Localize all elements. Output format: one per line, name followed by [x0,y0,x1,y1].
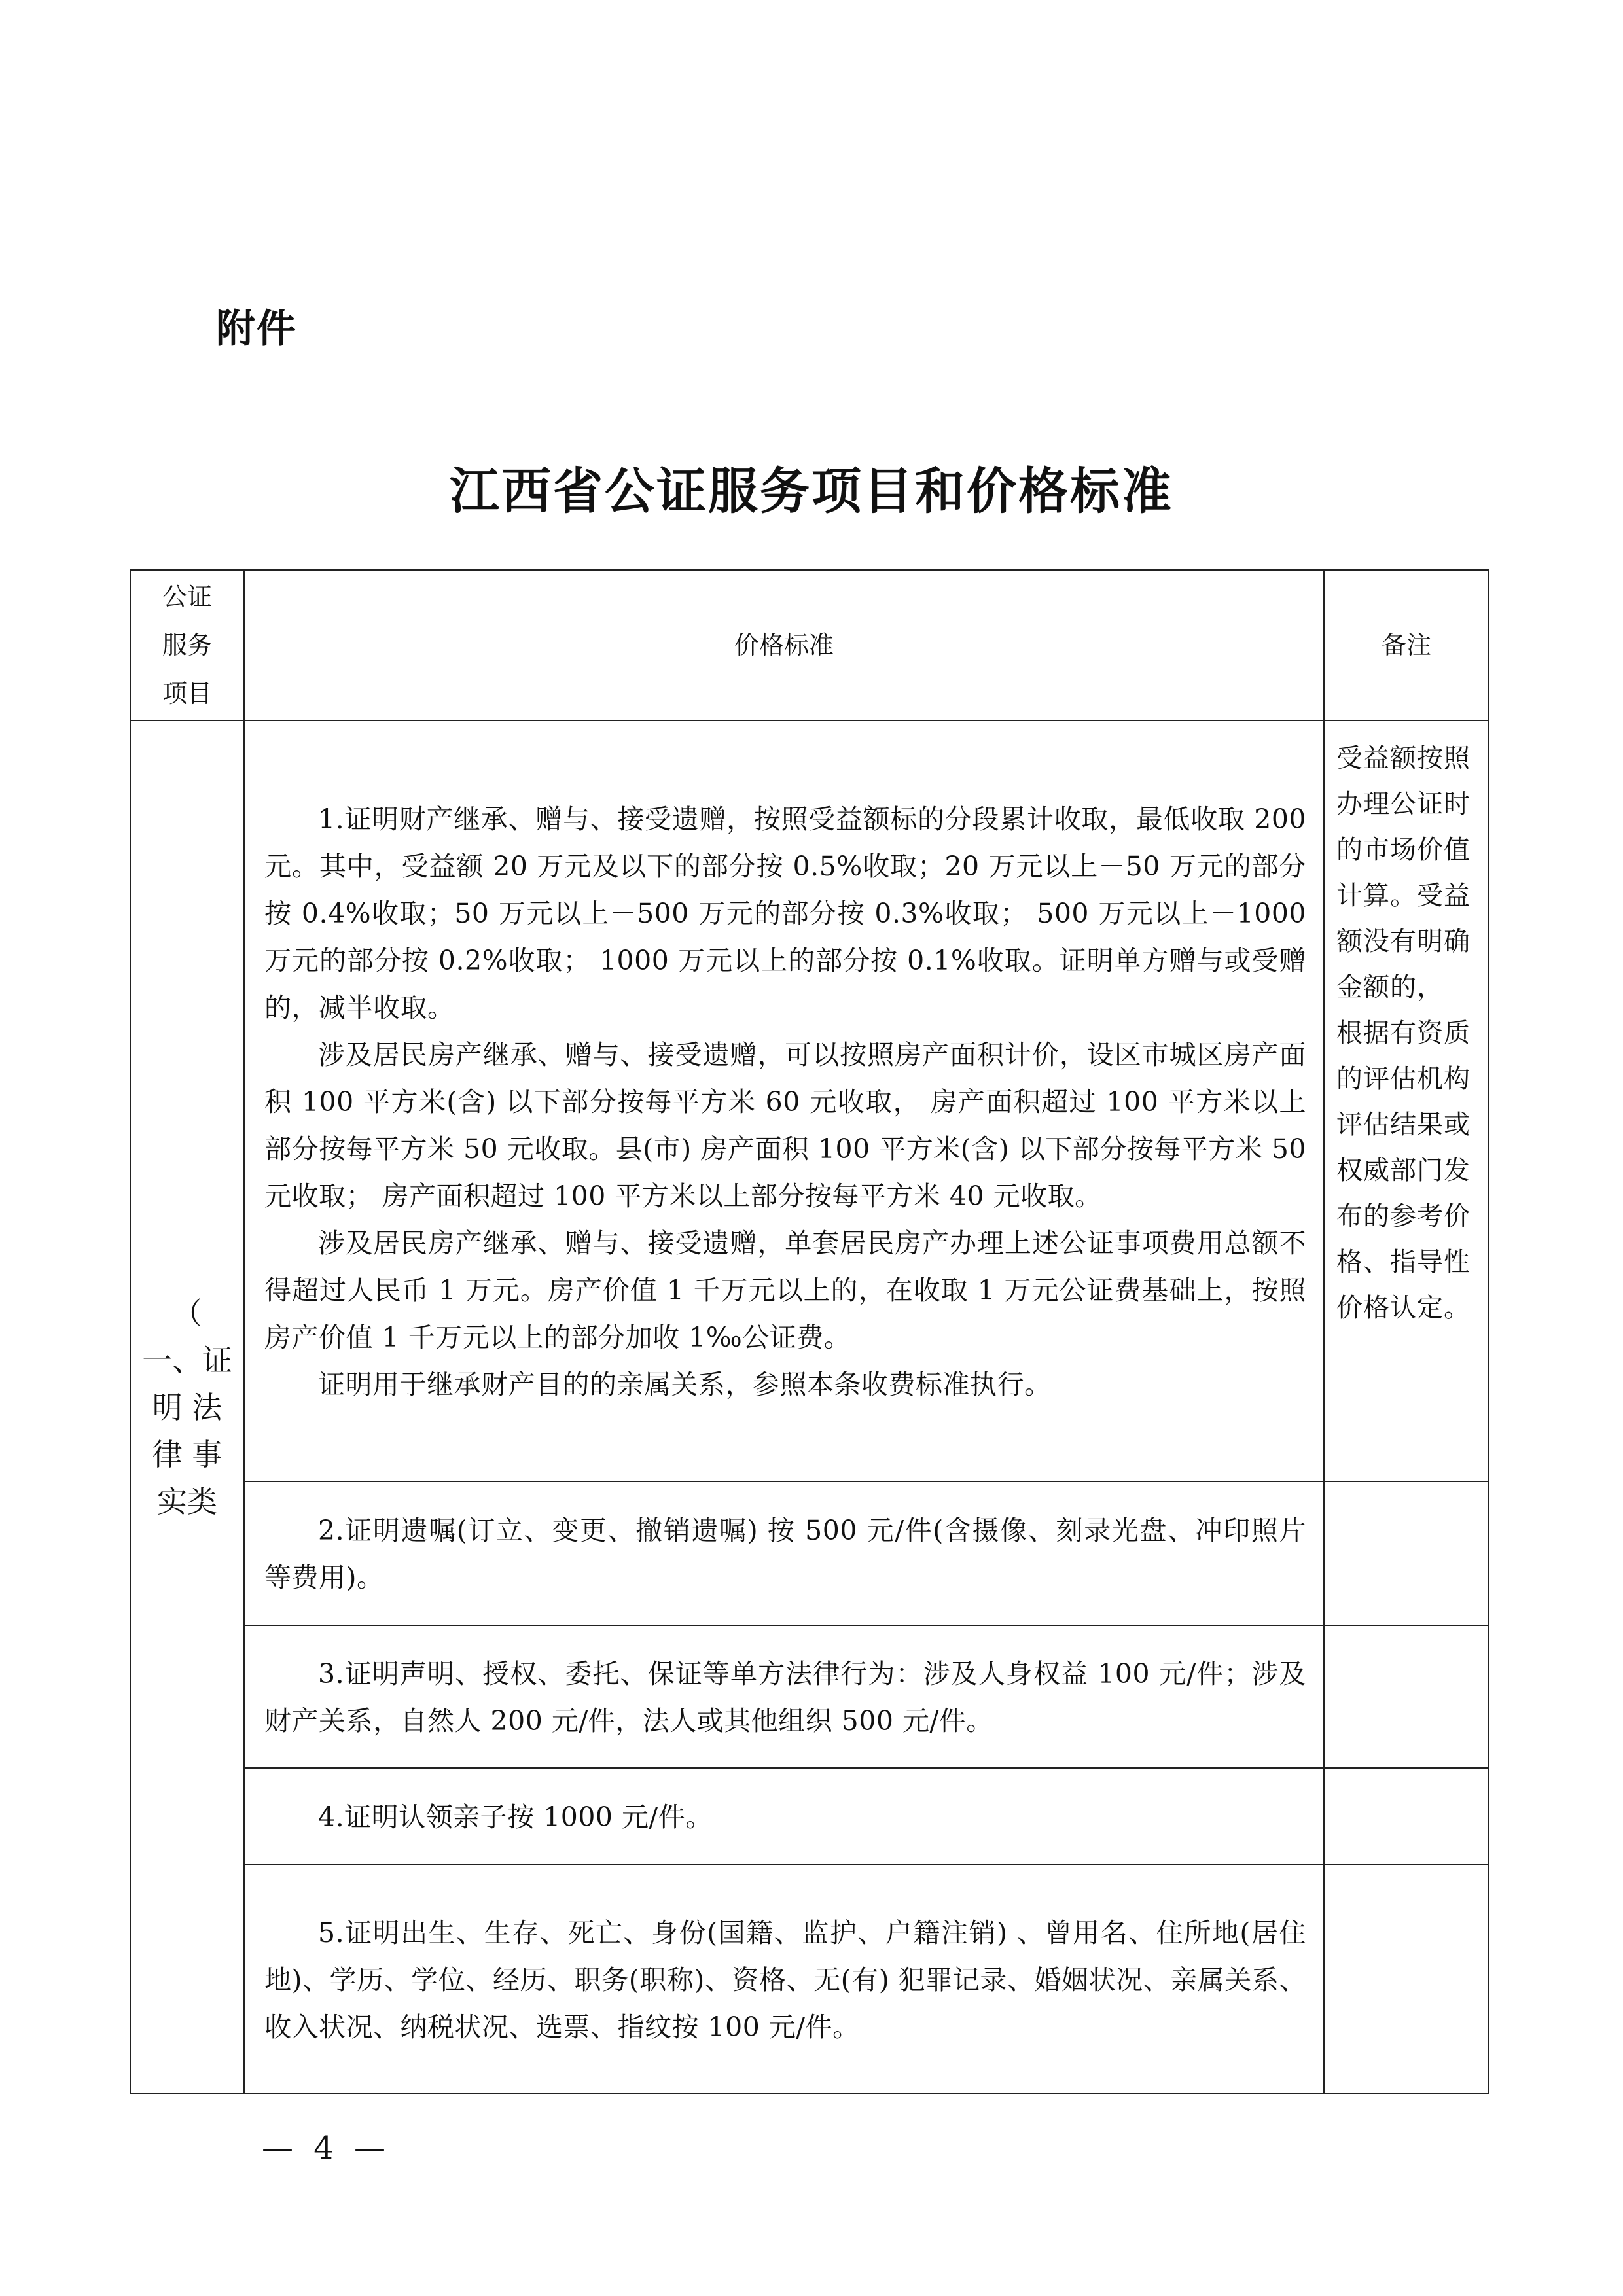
price-standard-cell [244,1768,1324,1865]
price-paragraph: 涉及居民房产继承、赠与、接受遗赠，单套居民房产办理上述公证事项费用总额不得超过人民币 1 万元。房产价值 1 千万元以上的，在收取 1 万元公证费基础上，按照房产价值 1 千万元以上的部分加收 1‰公证费。 [264,1227,1306,1353]
price-paragraph: 5.证明出生、生存、死亡、身份(国籍、监护、户籍注销) 、曾用名、住所地(居住地)、学历、学位、经历、职务(职称)、资格、无(有) 犯罪记录、婚姻状况、亲属关系、收入状况、纳税状况、选票、指纹按 100 元/件。 [264,1917,1306,2043]
category-cell [130,720,244,2094]
category-line: 一、证 [142,1342,232,1378]
header-price-standard: 价格标准 [244,570,1324,720]
remark-cell: 受益额按照办理公证时的市场价值计算。受益额没有明确金额的， 根据有资质的评估机构评估结果或权威部门发布的参考价格、指导性价格认定。 [1324,720,1489,1481]
price-paragraph: 1.证明财产继承、赠与、接受遗赠，按照受益额标的分段累计收取，最低收取 200 元。其中，受益额 20 万元及以下的部分按 0.5%收取；20 万元以上－50 万元的部分按 0.4%收取；50 万元以上－500 万元的部分按 0.3%收取； 500 万元以上－1000 万元的部分按 0.2%收取； 1000 万元以上的部分按 0.1%收取。证明单方赠与或受赠的，减半收取。 [264,803,1306,1023]
price-paragraph: 涉及居民房产继承、赠与、接受遗赠，可以按照房产面积计价，设区市城区房产面积 100 平方米(含) 以下部分按每平方米 60 元收取， 房产面积超过 100 平方米以上部分按每平方米 50 元收取。县(市) 房产面积 100 平方米(含) 以下部分按每平方米 50 元收取； 房产面积超过 100 平方米以上部分按每平方米 40 元收取。 [264,1038,1306,1212]
header-service-item-line: 服务 [162,631,212,660]
category-line: 律 事 [152,1436,223,1472]
header-remarks: 备注 [1324,570,1489,720]
attachment-label: 附件 [216,306,297,352]
fee-standard-table [130,569,1489,2094]
table-row [130,1768,1489,1865]
header-service-item-line: 公证 [162,582,212,611]
category-line: 实类 [157,1483,217,1519]
price-paragraph: 3.证明声明、授权、委托、保证等单方法律行为：涉及人身权益 100 元/件；涉及财产关系，自然人 200 元/件，法人或其他组织 500 元/件。 [264,1658,1306,1737]
price-paragraph: 2.证明遗嘱(订立、变更、撤销遗嘱) 按 500 元/件(含摄像、刻录光盘、冲印照片等费用)。 [264,1515,1306,1593]
category-line: 明 法 [152,1389,223,1425]
remark-cell [1324,1865,1489,2094]
table-header-row [130,570,1489,720]
category-line: （ [172,1295,202,1331]
price-paragraph: 4.证明认领亲子按 1000 元/件。 [318,1801,713,1833]
price-standard-cell [244,1865,1324,2094]
price-paragraph: 证明用于继承财产目的的亲属关系，参照本条收费标准执行。 [318,1368,1052,1400]
remark-cell [1324,1768,1489,1865]
header-service-item-line: 项目 [162,679,212,708]
remark-cell [1324,1625,1489,1768]
page-number: — 4 — [262,2130,391,2166]
table-row [130,720,1489,1481]
price-standard-cell [244,1481,1324,1625]
document-title: 江西省公证服务项目和价格标准 [450,462,1173,520]
price-standard-cell [244,720,1324,1481]
price-standard-cell [244,1625,1324,1768]
table-row [130,1625,1489,1768]
table-row [130,1481,1489,1625]
header-service-item [130,570,244,720]
table-row [130,1865,1489,2094]
remark-cell [1324,1481,1489,1625]
